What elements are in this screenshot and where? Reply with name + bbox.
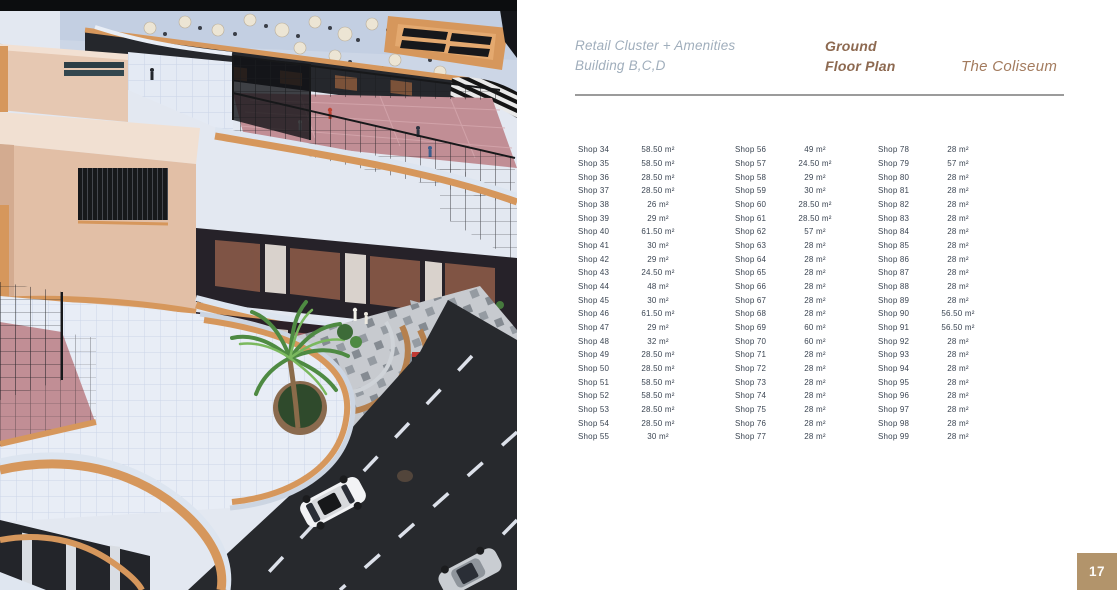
shop-row (735, 389, 840, 403)
shop-area-value: 28 m² (947, 227, 969, 237)
shop-label: Shop 37 (578, 186, 610, 196)
shop-row (878, 362, 983, 376)
shop-row (735, 143, 840, 157)
shop-label: Shop 50 (578, 364, 610, 374)
shop-label: Shop 68 (735, 309, 767, 319)
shop-row (735, 184, 840, 198)
shop-label: Shop 59 (735, 186, 767, 196)
shop-row (735, 266, 840, 280)
shop-row (878, 266, 983, 280)
top-dark-strip (0, 0, 517, 11)
shop-label: Shop 99 (878, 432, 910, 442)
shop-row (878, 184, 983, 198)
shop-area-value: 29 m² (647, 323, 669, 333)
shop-area-value: 28.50 m² (641, 405, 675, 415)
shop-area-value: 28 m² (947, 172, 969, 182)
shop-area-value: 29 m² (647, 213, 669, 223)
shop-area-value: 60 m² (804, 323, 826, 333)
shop-area-value: 28 m² (804, 432, 826, 442)
shop-area-value: 32 m² (647, 336, 669, 346)
shop-row (878, 321, 983, 335)
shop-label: Shop 96 (878, 391, 910, 401)
shop-row (878, 416, 983, 430)
shop-row (878, 348, 983, 362)
shop-row (735, 375, 840, 389)
shop-area-value: 28.50 m² (641, 186, 675, 196)
shop-area-value: 28 m² (804, 364, 826, 374)
shop-area-value: 28 m² (947, 350, 969, 360)
shop-row (878, 430, 983, 444)
shop-area-value: 58.50 m² (641, 391, 675, 401)
title-line-1: Ground (825, 38, 877, 54)
shop-label: Shop 41 (578, 241, 610, 251)
shop-column-1 (578, 143, 683, 444)
shop-area-value: 28 m² (804, 418, 826, 428)
shop-area-value: 28 m² (804, 268, 826, 278)
shop-area-value: 29 m² (647, 254, 669, 264)
shop-label: Shop 71 (735, 350, 767, 360)
shop-label: Shop 39 (578, 213, 610, 223)
shop-area-value: 28 m² (947, 418, 969, 428)
shrub (337, 324, 353, 340)
shop-label: Shop 63 (735, 241, 767, 251)
shop-row (735, 321, 840, 335)
shop-row (878, 293, 983, 307)
shop-area-value: 28 m² (947, 405, 969, 415)
shop-label: Shop 38 (578, 200, 610, 210)
shop-row (578, 334, 683, 348)
shop-label: Shop 76 (735, 418, 767, 428)
shop-label: Shop 69 (735, 323, 767, 333)
beige-tower (0, 112, 200, 312)
shop-row (578, 184, 683, 198)
shop-label: Shop 79 (878, 159, 910, 168)
shop-label: Shop 93 (878, 350, 910, 360)
shop-label: Shop 55 (578, 432, 610, 442)
shop-area-value: 28 m² (947, 432, 969, 442)
shop-row (578, 266, 683, 280)
shop-area-value: 28.50 m² (641, 350, 675, 360)
shop-area-value: 58.50 m² (641, 159, 675, 168)
shop-row (735, 362, 840, 376)
shop-row (578, 239, 683, 253)
shop-label: Shop 70 (735, 336, 767, 346)
shop-label: Shop 67 (735, 295, 767, 305)
shop-area-value: 28 m² (947, 200, 969, 210)
shop-area-value: 28 m² (947, 186, 969, 196)
shop-area-value: 61.50 m² (641, 227, 675, 237)
brand-name: The Coliseum (961, 58, 1058, 75)
shop-area-value: 28 m² (947, 391, 969, 401)
shop-area-table (517, 143, 1117, 453)
shop-label: Shop 48 (578, 336, 610, 346)
shop-label: Shop 58 (735, 172, 767, 182)
shop-row (735, 211, 840, 225)
shop-area-value: 28.50 m² (641, 172, 675, 182)
shop-row (878, 211, 983, 225)
back-building-block (0, 44, 128, 122)
shop-area-value: 28 m² (804, 405, 826, 415)
shop-row (735, 239, 840, 253)
shop-label: Shop 35 (578, 159, 610, 168)
shop-label: Shop 81 (878, 186, 910, 196)
shop-label: Shop 87 (878, 268, 910, 278)
architectural-render-panel (0, 0, 517, 590)
shop-label: Shop 45 (578, 295, 610, 305)
shop-row (735, 170, 840, 184)
shop-label: Shop 77 (735, 432, 767, 442)
shop-label: Shop 43 (578, 268, 610, 278)
shop-row (735, 293, 840, 307)
page-title (825, 36, 895, 76)
shop-label: Shop 65 (735, 268, 767, 278)
shop-area-value: 61.50 m² (641, 309, 675, 319)
shop-label: Shop 62 (735, 227, 767, 237)
shop-area-value: 28 m² (804, 295, 826, 305)
shop-area-value: 28 m² (804, 241, 826, 251)
brochure-page (517, 0, 1117, 590)
shop-row (578, 416, 683, 430)
shop-row (578, 252, 683, 266)
shop-row (878, 198, 983, 212)
shop-area-value: 26 m² (647, 200, 669, 210)
shop-label: Shop 66 (735, 282, 767, 292)
shop-row (578, 198, 683, 212)
shop-label: Shop 40 (578, 227, 610, 237)
shop-area-value: 29 m² (804, 172, 826, 182)
shop-area-value: 57 m² (804, 227, 826, 237)
shop-label: Shop 75 (735, 405, 767, 415)
person-on-roof (150, 68, 154, 80)
shop-row (578, 321, 683, 335)
shop-row (578, 280, 683, 294)
shop-area-value: 28 m² (947, 145, 969, 155)
shop-label: Shop 60 (735, 200, 767, 210)
shop-area-value: 28 m² (804, 254, 826, 264)
shop-label: Shop 53 (578, 405, 610, 415)
shop-label: Shop 91 (878, 323, 910, 333)
subtitle-line-1: Retail Cluster + Amenities (575, 38, 736, 53)
shop-row (878, 334, 983, 348)
shop-label: Shop 73 (735, 377, 767, 387)
shop-area-value: 28 m² (804, 350, 826, 360)
shop-area-value: 24.50 m² (641, 268, 675, 278)
shop-label: Shop 85 (878, 241, 910, 251)
manhole (397, 470, 413, 482)
shop-area-value: 28 m² (804, 377, 826, 387)
shop-area-value: 56.50 m² (941, 323, 975, 333)
shop-row (578, 225, 683, 239)
shop-area-value: 28 m² (947, 364, 969, 374)
shop-label: Shop 49 (578, 350, 610, 360)
shop-row (878, 252, 983, 266)
shop-row (735, 403, 840, 417)
shop-label: Shop 94 (878, 364, 910, 374)
shop-label: Shop 51 (578, 377, 610, 387)
shop-label: Shop 95 (878, 377, 910, 387)
shop-label: Shop 47 (578, 323, 610, 333)
shop-area-value: 60 m² (804, 336, 826, 346)
shop-row (878, 280, 983, 294)
shop-row (878, 403, 983, 417)
shop-label: Shop 92 (878, 336, 910, 346)
shop-area-value: 28 m² (947, 213, 969, 223)
shop-area-value: 30 m² (804, 186, 826, 196)
shop-area-value: 48 m² (647, 282, 669, 292)
shop-row (878, 307, 983, 321)
shop-area-value: 24.50 m² (798, 159, 832, 168)
shop-area-value: 28 m² (947, 282, 969, 292)
shop-label: Shop 74 (735, 391, 767, 401)
shop-row (735, 225, 840, 239)
shop-area-value: 58.50 m² (641, 377, 675, 387)
shop-area-value: 49 m² (804, 145, 826, 155)
shop-area-value: 57 m² (947, 159, 969, 168)
shop-area-value: 28 m² (947, 268, 969, 278)
shop-label: Shop 56 (735, 145, 767, 155)
shop-area-value: 28.50 m² (798, 200, 832, 210)
shop-label: Shop 84 (878, 227, 910, 237)
shop-row (735, 252, 840, 266)
shop-area-value: 28.50 m² (641, 364, 675, 374)
shop-row (578, 348, 683, 362)
shop-label: Shop 80 (878, 172, 910, 182)
shop-row (878, 389, 983, 403)
shop-label: Shop 97 (878, 405, 910, 415)
shop-area-value: 56.50 m² (941, 309, 975, 319)
architectural-render (0, 0, 517, 590)
shop-label: Shop 52 (578, 391, 610, 401)
shop-row (578, 293, 683, 307)
louver-window (78, 168, 168, 220)
page-subtitle (575, 36, 735, 76)
shop-row (878, 225, 983, 239)
shop-area-value: 28 m² (947, 336, 969, 346)
shop-row (578, 430, 683, 444)
shop-row (578, 143, 683, 157)
shop-label: Shop 34 (578, 145, 610, 155)
shop-area-value: 28 m² (947, 377, 969, 387)
subtitle-line-2: Building B,C,D (575, 58, 666, 73)
shop-row (878, 375, 983, 389)
page-number-badge: 17 (1077, 553, 1117, 590)
shop-column-3 (878, 143, 983, 444)
shop-area-value: 28.50 m² (641, 418, 675, 428)
shop-row (735, 198, 840, 212)
shop-label: Shop 86 (878, 254, 910, 264)
shop-label: Shop 90 (878, 309, 910, 319)
shop-area-value: 28.50 m² (798, 213, 832, 223)
shop-label: Shop 64 (735, 254, 767, 264)
title-line-2: Floor Plan (825, 58, 896, 74)
shop-row (578, 170, 683, 184)
shop-row (735, 307, 840, 321)
shop-label: Shop 72 (735, 364, 767, 374)
shop-label: Shop 54 (578, 418, 610, 428)
shop-area-value: 28 m² (947, 241, 969, 251)
shop-area-value: 28 m² (947, 254, 969, 264)
shop-row (735, 157, 840, 171)
shop-label: Shop 88 (878, 282, 910, 292)
shop-row (578, 211, 683, 225)
shop-row (878, 143, 983, 157)
shop-area-value: 28 m² (804, 282, 826, 292)
shop-row (735, 416, 840, 430)
shop-label: Shop 82 (878, 200, 910, 210)
shop-row (578, 157, 683, 171)
shop-row (578, 403, 683, 417)
shop-area-value: 30 m² (647, 432, 669, 442)
shop-label: Shop 46 (578, 309, 610, 319)
shop-area-value: 28 m² (804, 391, 826, 401)
shop-label: Shop 83 (878, 213, 910, 223)
header-divider (575, 94, 1064, 96)
shop-row (578, 375, 683, 389)
shop-label: Shop 42 (578, 254, 610, 264)
shop-row (878, 170, 983, 184)
shop-area-value: 30 m² (647, 241, 669, 251)
shop-column-2 (735, 143, 840, 444)
shop-row (735, 334, 840, 348)
shop-area-value: 30 m² (647, 295, 669, 305)
shop-row (878, 157, 983, 171)
shop-row (578, 307, 683, 321)
shop-label: Shop 44 (578, 282, 610, 292)
shop-label: Shop 57 (735, 159, 767, 168)
shop-label: Shop 36 (578, 172, 610, 182)
shop-area-value: 58.50 m² (641, 145, 675, 155)
shop-row (878, 239, 983, 253)
shop-row (735, 348, 840, 362)
shop-label: Shop 61 (735, 213, 767, 223)
shop-row (578, 362, 683, 376)
shop-label: Shop 78 (878, 145, 910, 155)
shop-row (735, 280, 840, 294)
shop-area-value: 28 m² (804, 309, 826, 319)
shop-label: Shop 89 (878, 295, 910, 305)
shop-row (735, 430, 840, 444)
shop-label: Shop 98 (878, 418, 910, 428)
shop-row (578, 389, 683, 403)
shop-area-value: 28 m² (947, 295, 969, 305)
